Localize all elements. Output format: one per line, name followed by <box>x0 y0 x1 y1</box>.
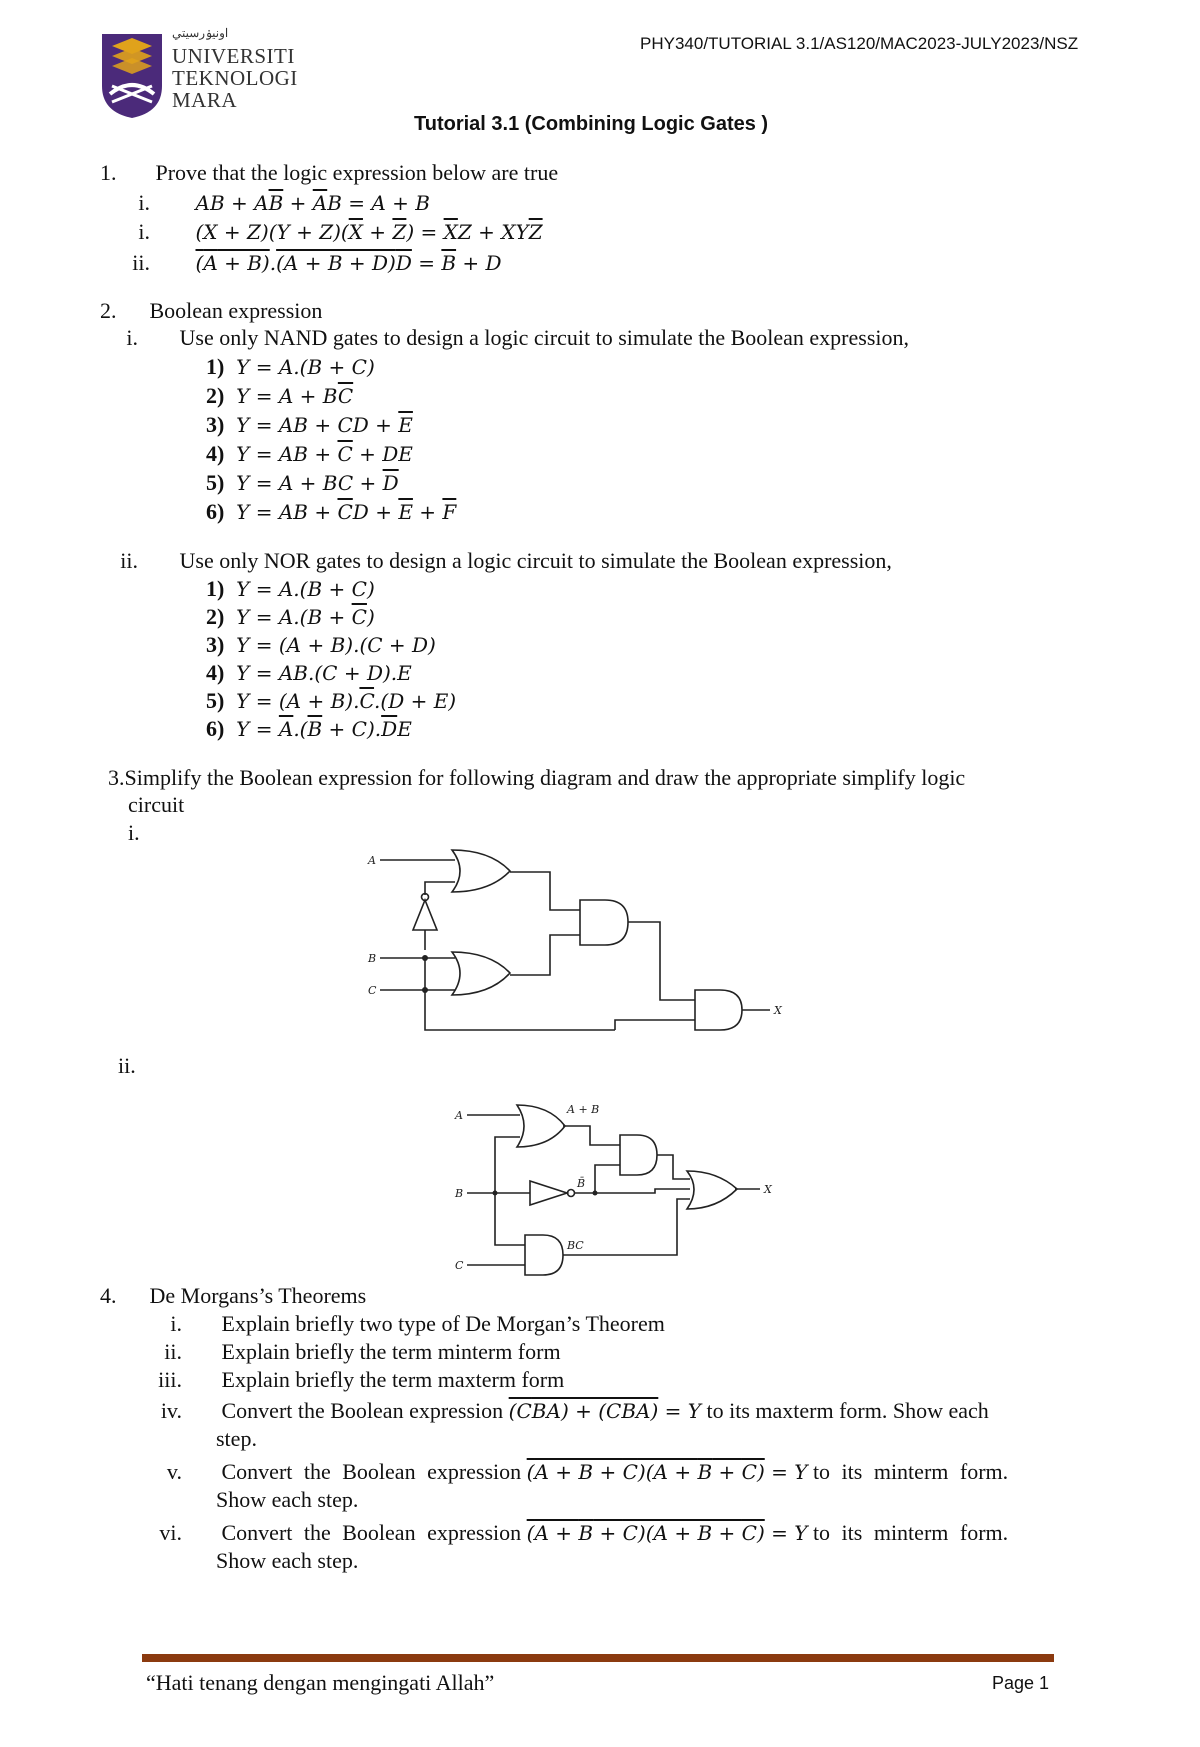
nand-3: 3) Y = AB + CD + $\overline{E}$ <box>206 412 413 437</box>
svg-text:B̄: B̄ <box>577 1177 586 1190</box>
logo-line-1: UNIVERSITI <box>172 44 295 68</box>
svg-text:BC: BC <box>567 1239 584 1252</box>
and-gate-bc <box>525 1235 563 1275</box>
svg-text:C: C <box>368 984 377 997</box>
logo-line-3: MARA <box>172 88 238 112</box>
q4-item-iv: iv. Convert the Boolean expression (CBA) + (CBA) = Y to its maxterm form. Show each <box>160 1398 989 1423</box>
page-title: Tutorial 3.1 (Combining Logic Gates ) <box>414 113 769 135</box>
svg-text:A: A <box>368 854 376 867</box>
q4-heading: 4. De Morgans’s Theorems <box>100 1283 367 1308</box>
q3-label-ii: ii. <box>118 1053 136 1078</box>
svg-text:B: B <box>455 1187 464 1200</box>
q4-item-iv-cont: step. <box>216 1426 257 1451</box>
q3-heading-cont: circuit <box>128 792 185 817</box>
diagram1-wires <box>380 860 770 1030</box>
nand-6: 6) Y = AB + $\overline{C}D + \overline{E} + \overline{F}$ <box>206 499 457 524</box>
logo-script: اونيۏرسيتي <box>172 26 229 40</box>
footer-quote: “Hati tenang dengan mengingati Allah” <box>146 1670 495 1695</box>
page-number: Page 1 <box>992 1673 1050 1693</box>
nor-4: 4) Y = AB.(C + D).E <box>206 660 412 685</box>
not-gate-b <box>530 1181 567 1205</box>
q4-item-vi-cont: Show each step. <box>216 1548 359 1573</box>
nand-1: 1) Y = A.(B + C) <box>206 354 375 379</box>
or-gate-output <box>687 1171 737 1209</box>
nor-5: 5) $Y = (A + B).\overline{C}.(D + E)$ <box>206 688 457 713</box>
and-gate-1 <box>580 900 628 945</box>
svg-text:A + B: A + B <box>567 1103 600 1116</box>
and-gate-top <box>620 1135 657 1175</box>
not-gate <box>413 900 437 930</box>
q4-item-iii: iii. Explain briefly the term maxterm form <box>158 1367 565 1392</box>
q1-item-3: ii. $(A + B).(A + B + D)\overline{D} = \overline{B} + D$ <box>132 250 502 275</box>
and-gate-2 <box>695 990 742 1030</box>
logo-line-2: TEKNOLOGI <box>172 66 298 90</box>
q1-item-2: i. $(X + Z)(Y + Z)(\overline{X} + \overline{Z}) = \overline{X}Z + XY\overline{Z}$ <box>138 219 543 244</box>
q4-item-ii: ii. Explain briefly the term minterm form <box>164 1339 561 1364</box>
logic-diagram-2 <box>455 1095 785 1280</box>
q2-heading: 2. Boolean expression <box>100 298 323 323</box>
footer-rule <box>142 1654 1054 1662</box>
q4-item-i: i. Explain briefly two type of De Morgan’s Theorem <box>170 1311 665 1336</box>
or-gate-1 <box>452 850 510 892</box>
q2-part2: ii. Use only NOR gates to design a logic circuit to simulate the Boolean expression, <box>120 548 892 573</box>
svg-text:A: A <box>455 1109 463 1122</box>
or-gate-2 <box>452 952 510 995</box>
doc-code: PHY340/TUTORIAL 3.1/AS120/MAC2023-JULY2023/NSZ <box>640 34 1079 53</box>
uitm-logo <box>100 28 300 120</box>
or-gate-a-plus-b <box>517 1105 565 1147</box>
nand-4: 4) Y = AB + $\overline{C}$ + DE <box>206 441 413 466</box>
q3-heading: 3.Simplify the Boolean expression for following diagram and draw the appropriate simplify logic <box>108 765 966 790</box>
q3-label-i: i. <box>128 820 140 845</box>
q1-item-1: i. AB + $A\overline{B} + \overline{A}B = A + B$ <box>138 190 430 215</box>
q4-item-v: v. Convert the Boolean expression (A + B + C)(A + B + C) = Y to its minterm form. <box>166 1459 1009 1484</box>
q4-item-vi: vi. Convert the Boolean expression (A + B + C)(A + B + C) = Y to its minterm form. <box>159 1520 1009 1545</box>
q4-item-v-cont: Show each step. <box>216 1487 359 1512</box>
nor-2: 2) $Y = A.(B + \overline{C})$ <box>206 604 375 629</box>
nor-6: 6) $Y = \overline{A}.(\overline{B} + C).\overline{D}E$ <box>206 716 412 741</box>
svg-text:X: X <box>774 1004 782 1017</box>
nand-2: 2) $Y = A + B\overline{C}$ <box>206 383 354 408</box>
q1-heading: 1. Prove that the logic expression below are true <box>100 160 559 185</box>
nor-1: 1) Y = A.(B + C) <box>206 576 375 601</box>
nand-5: 5) Y = A + BC + $\overline{D}$ <box>206 470 399 495</box>
q2-part1: i. Use only NAND gates to design a logic circuit to simulate the Boolean expression, <box>126 325 910 350</box>
nor-3: 3) Y = (A + B).(C + D) <box>206 632 436 657</box>
logic-diagram-1 <box>370 840 790 1040</box>
svg-text:X: X <box>764 1183 772 1196</box>
svg-text:B: B <box>368 952 377 965</box>
svg-text:C: C <box>455 1259 464 1272</box>
